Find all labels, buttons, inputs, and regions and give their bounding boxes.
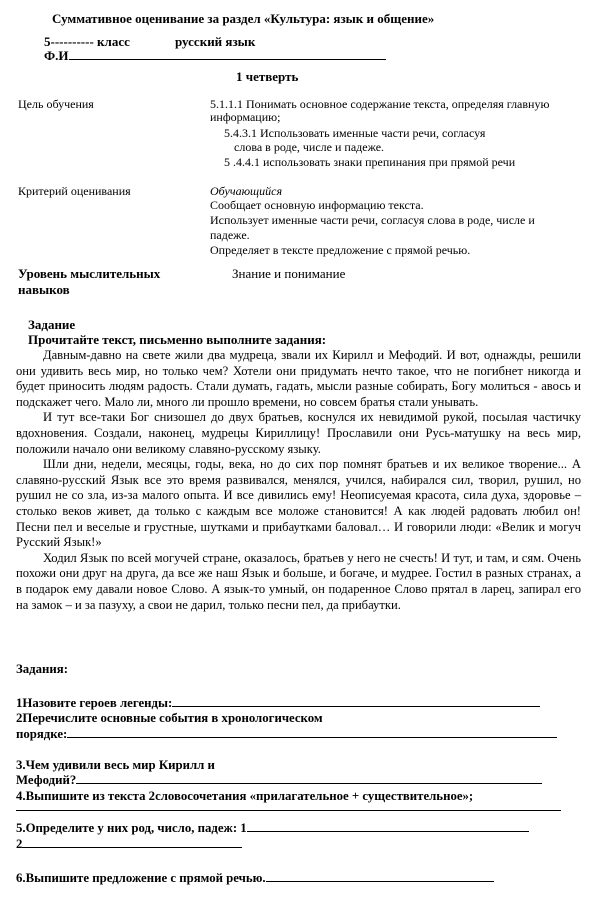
legend-text: [16, 348, 581, 613]
question-1: [16, 696, 540, 712]
criterion-1: Сообщает основную информацию текста.: [210, 198, 424, 212]
level-value: Знание и понимание: [232, 266, 346, 281]
question-1-text: 1Назовите героев легенды:: [16, 696, 173, 710]
subject-label: русский язык: [175, 34, 256, 49]
question-3: [16, 773, 542, 789]
questions-heading: Задания:: [16, 662, 68, 676]
answer-5-1-field[interactable]: [247, 821, 529, 832]
criteria-label: Критерий оценивания: [18, 184, 131, 198]
criterion-2: Использует именные части речи, согласуя слова в роде, числе и: [210, 213, 535, 227]
page-title: Суммативное оценивание за раздел «Культура: язык и общение»: [52, 11, 435, 26]
answer-2-field[interactable]: [67, 727, 557, 738]
paragraph: Шли дни, недели, месяцы, годы, века, но до сих пор помнят братьев и их великое творение... А славяно-русский Язык все это время развивался, менялся, учился, набирался сил, творил, рушил, но рушил не со зла, из-за малого опыта. И все дивились ему! Неописуемая красота, сила духа, здоровье – столько веков живет, да только с каждым все моложе становится! А как людей радовать любил он! Песни пел и веселые и грустные, шутками и прибаутками баловал… И говорили люди: «Велик и могуч Русский Язык!»: [16, 457, 581, 550]
question-5: [16, 821, 529, 837]
goals-label: Цель обучения: [18, 97, 94, 111]
question-3-text-cont: Мефодий?: [16, 773, 77, 787]
answer-6-field[interactable]: [266, 871, 494, 882]
name-label: Ф.И: [44, 48, 69, 63]
paragraph: Ходил Язык по всей могучей стране, оказалось, братьев у него не счесть! И тут, и там, и сям. Очень похожи они друг на друга, да все же наш Язык и больше, и богаче, и мудрее. Гостил в разных странах, а в подарок ему давали новое Слово. А язык-то умный, он подаренное Слово прятал в ларец, запирал его на замок – и за пазуху, а свои не дарил, только песни пел, да прибаутки.: [16, 550, 581, 612]
goal-3: 5 .4.4.1 использовать знаки препинания при прямой речи: [224, 155, 516, 169]
criteria-student: Обучающийся: [210, 184, 283, 198]
level-label-2: навыков: [18, 282, 70, 297]
question-5-line-2: [16, 837, 242, 853]
task-heading: Задание: [28, 317, 76, 332]
paragraph: И тут все-таки Бог снизошел до двух братьев, коснулся их невидимой рукой, посылая частичку вдохновения. Создали, наконец, мудрецы Кириллицу! Прославили они Русь-матушку на весь мир, положили начало они великому славяно-русскому языку.: [16, 410, 581, 456]
level-label-1: Уровень мыслительных: [18, 266, 161, 281]
question-6: [16, 871, 494, 887]
answer-5-2-field[interactable]: [22, 837, 242, 848]
goal-2-cont: слова в роде, числе и падеже.: [234, 140, 385, 154]
question-4-text: 4.Выпишите из текста 2словосочетания «прилагательное + существительное»;: [16, 789, 474, 803]
question-2-text-cont: порядке:: [16, 727, 68, 741]
answer-3-field[interactable]: [76, 773, 542, 784]
name-field[interactable]: [69, 49, 386, 60]
paragraph: Давным-давно на свете жили два мудреца, звали их Кирилл и Мефодий. И вот, однажды, решили они удивить весь мир, но только чем? Хотели они придумать нечто такое, что не погибнет никогда и будет приносить людям радость. Стали думать, гадать, мысли разные собирать, Богу молиться - авось и подскажет чего. Мало ли, много ли прошло времени, но совсем братья стали унывать.: [16, 348, 581, 409]
task-instruction: Прочитайте текст, письменно выполните задания:: [28, 332, 327, 347]
answer-4-field[interactable]: [16, 810, 561, 811]
term-label: 1 четверть: [236, 69, 299, 84]
goal-2: 5.4.3.1 Использовать именные части речи, согласуя: [224, 126, 486, 140]
criterion-3: Определяет в тексте предложение с прямой речью.: [210, 243, 471, 257]
name-row: [44, 48, 386, 64]
grade-label: 5---------- класс: [44, 34, 130, 49]
question-3-text: 3.Чем удивили весь мир Кирилл и: [16, 758, 215, 772]
answer-1-field[interactable]: [172, 696, 540, 707]
goal-1: 5.1.1.1 Понимать основное содержание текста, определяя главную: [210, 97, 550, 111]
goal-1-cont: информацию;: [210, 110, 281, 124]
question-2: [16, 727, 557, 743]
criterion-2-cont: падеже.: [210, 228, 250, 242]
question-2-text: 2Перечислите основные события в хронологическом: [16, 711, 323, 725]
question-5-number-2: 2: [16, 837, 23, 851]
question-6-text: 6.Выпишите предложение с прямой речью.: [16, 871, 266, 885]
question-5-text: 5.Определите у них род, число, падеж: 1: [16, 821, 247, 835]
